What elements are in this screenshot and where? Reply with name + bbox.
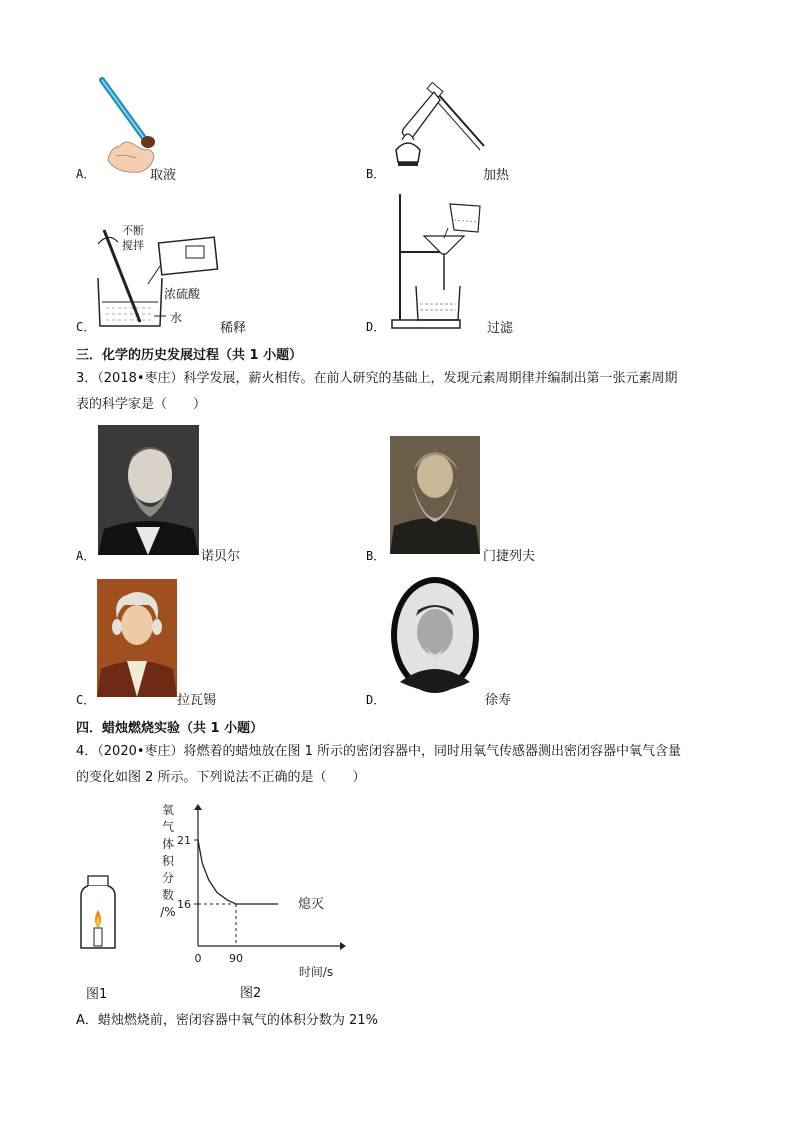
q3-stem-line1: 3．（2018•枣庄）科学发展，薪火相传。在前人研究的基础上，发现元素周期律并编制出第一张元素周期 <box>76 371 678 386</box>
q2-option-c-label: 稀释 <box>220 321 247 336</box>
dilution-illustration <box>94 222 224 330</box>
x-tick-label: 90 <box>229 952 243 965</box>
y-axis-label-char: 数 <box>161 888 175 902</box>
q3-option-d-label: 徐寿 <box>485 693 512 708</box>
q2-option-b-label: 加热 <box>483 168 510 183</box>
q3-option-a-label: 诺贝尔 <box>201 549 241 564</box>
candle-jar-illustration <box>78 872 118 952</box>
y-axis-label-char: 分 <box>161 871 175 885</box>
dilution-acid-label: 浓硫酸 <box>164 287 201 301</box>
filtration-illustration <box>388 190 488 330</box>
q4-option-a[interactable]: A．蜡烛燃烧前，密闭容器中氧气的体积分数为 21% <box>76 1013 378 1028</box>
q3-option-a-letter[interactable]: A． <box>76 549 96 563</box>
q4-stem-line1: 4．（2020•枣庄）将燃着的蜡烛放在图 1 所示的密闭容器中，同时用氧气传感器测出密闭容器中氧气含量 <box>76 744 682 759</box>
oxygen-chart-svg <box>156 800 356 980</box>
section4-heading: 四．蜡烛燃烧实验（共 1 小题） <box>76 721 264 736</box>
x-axis-arrow <box>340 942 346 950</box>
figure1-caption: 图1 <box>86 987 108 1002</box>
q3-option-b-label: 门捷列夫 <box>483 549 536 564</box>
dropper-illustration <box>96 76 166 176</box>
q3-option-c-label: 拉瓦锡 <box>177 693 217 708</box>
portrait-lavoisier <box>97 579 177 697</box>
figure2-caption: 图2 <box>240 986 262 1001</box>
q3-option-b-letter[interactable]: B． <box>366 549 386 563</box>
y-axis-label-char: 积 <box>161 854 175 868</box>
q2-option-a-letter[interactable]: A． <box>76 167 96 181</box>
dilution-stir-label: 不断 <box>122 224 144 237</box>
dilution-stir-label-2: 搅拌 <box>122 239 144 252</box>
q4-stem-line2: 的变化如图 2 所示。下列说法不正确的是（ ） <box>76 770 366 785</box>
q2-option-c-letter[interactable]: C． <box>76 320 96 334</box>
oxygen-chart <box>156 800 356 980</box>
q2-option-d-letter[interactable]: D． <box>366 320 386 334</box>
y-axis-label-char: 气 <box>161 820 175 834</box>
y-axis-arrow <box>194 804 202 810</box>
q3-stem-line2: 表的科学家是（ ） <box>76 397 207 412</box>
q3-option-d-letter[interactable]: D． <box>366 693 386 707</box>
q2-option-a-label: 取液 <box>150 168 177 183</box>
portrait-mendeleev <box>390 436 480 554</box>
extinguish-annotation: 熄灭 <box>298 897 325 912</box>
portrait-xu-shou <box>390 576 480 694</box>
oxygen-series-line <box>198 840 278 904</box>
portrait-nobel <box>98 425 199 555</box>
dilution-water-label: 水 <box>170 311 183 325</box>
y-axis-label-char: /% <box>160 905 176 919</box>
y-tick-label: 16 <box>177 898 191 911</box>
q2-option-d-label: 过滤 <box>487 321 514 336</box>
y-axis-label-char: 体 <box>161 837 175 851</box>
heating-illustration <box>388 80 488 180</box>
q2-option-b-letter[interactable]: B． <box>366 167 386 181</box>
y-tick-label: 21 <box>177 834 191 847</box>
section3-heading: 三．化学的历史发展过程（共 1 小题） <box>76 348 303 363</box>
x-axis-label: 时间/s <box>298 965 334 979</box>
y-axis-label-char: 氧 <box>161 803 175 817</box>
x-tick-label: 0 <box>194 952 202 965</box>
q3-option-c-letter[interactable]: C． <box>76 693 96 707</box>
